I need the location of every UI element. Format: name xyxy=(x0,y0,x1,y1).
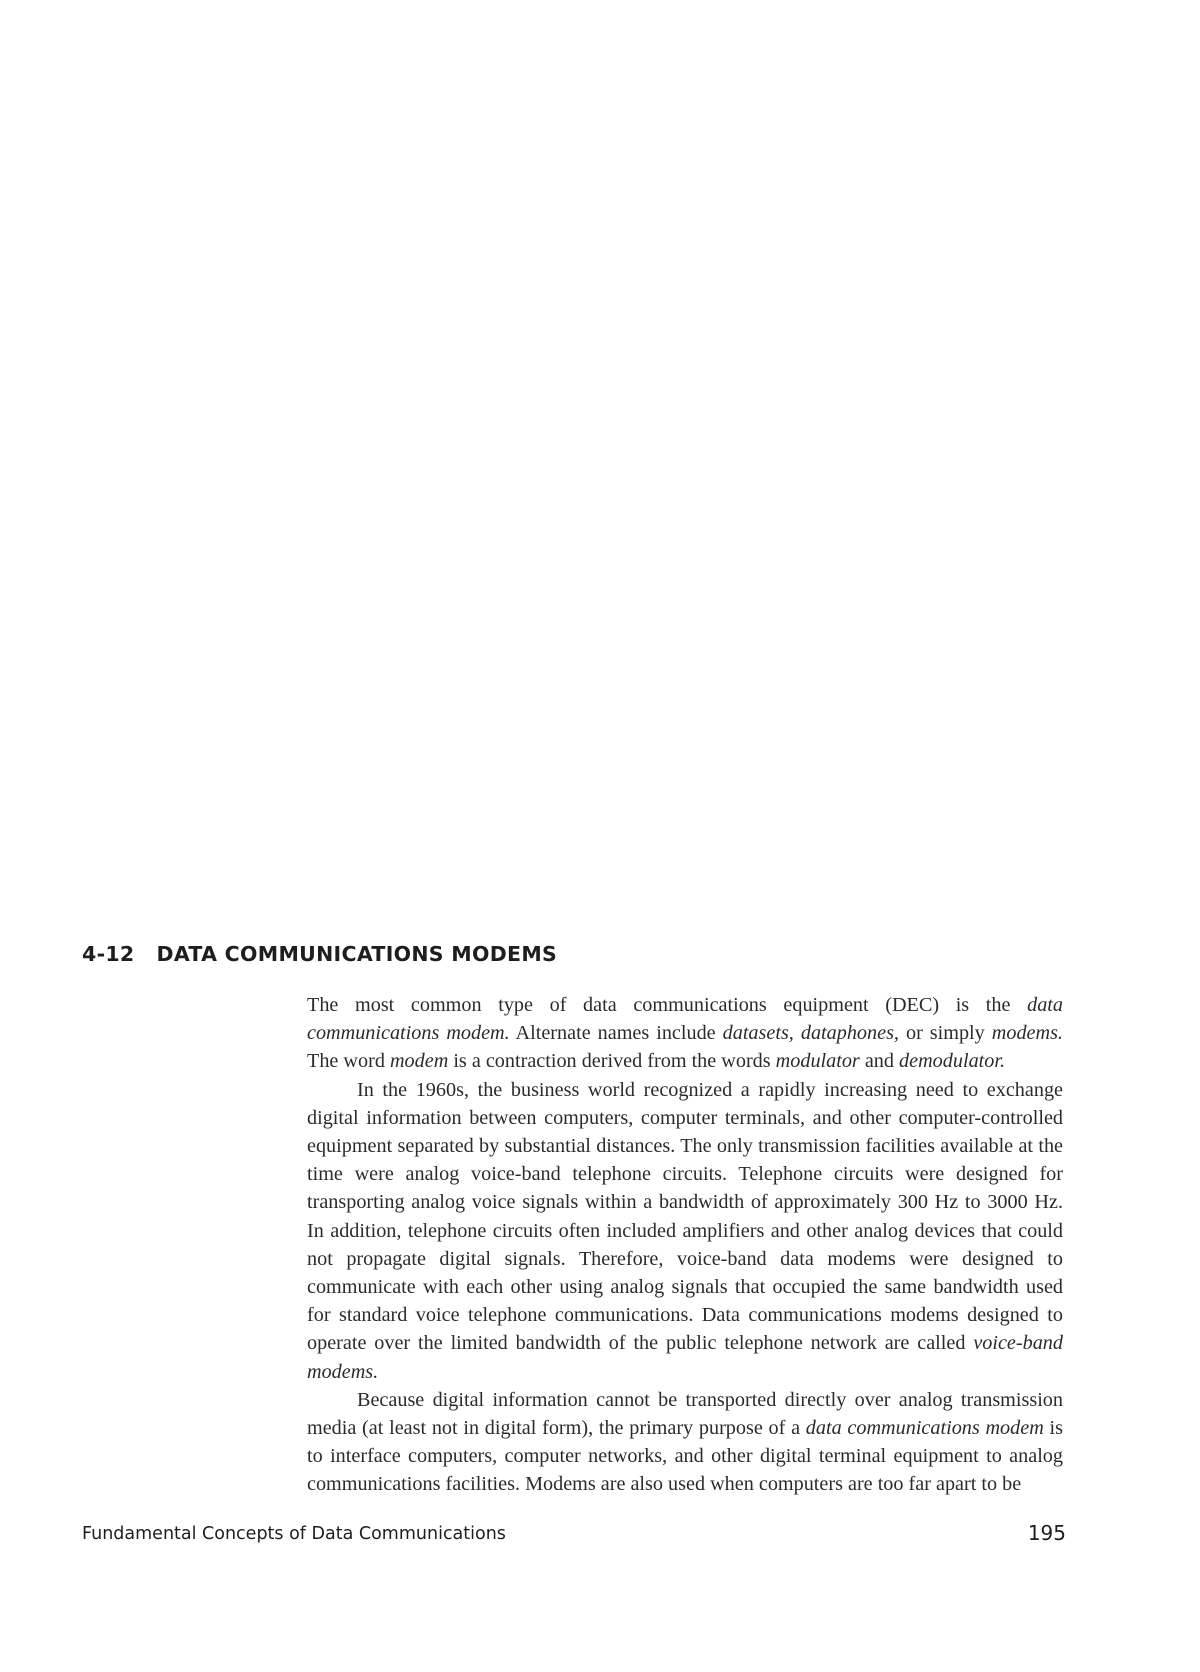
text-run: Because digital information cannot be transported directly over analog transmission media (at least not in digital form), the primary purpose of a xyxy=(307,1388,1063,1440)
italic-term: datasets, dataphones, xyxy=(722,1022,899,1045)
italic-term: modem xyxy=(389,1050,449,1073)
italic-term: data communications modem. xyxy=(307,994,1063,1045)
body-text xyxy=(307,991,1063,1499)
paragraph-1 xyxy=(307,991,1063,1076)
text-run: is to interface computers, computer networks, and other digital terminal equipment to analog communications facilities. Modems are also used when computers are too far apart to be xyxy=(307,1417,1063,1496)
text-run: In the 1960s, the business world recognized a rapidly increasing need to exchange digital information between computers, computer terminals, and other computer-controlled equipment separated by substantial distances. The only transmission facilities available at the time were analog voice-band telephone circuits. Telephone circuits were designed for transporting analog voice signals within a bandwidth of approximately 300 Hz to 3000 Hz. In addition, telephone circuits often included amplifiers and other analog devices that could not propagate digital signals. Therefore, voice-band data modems were designed to communicate with each other using analog signals that occupied the same bandwidth used for standard voice telephone communications. Data communications modems designed to operate over the limited bandwidth of the public telephone network are called xyxy=(307,1078,1063,1355)
page-number: 195 xyxy=(1027,1521,1066,1545)
paragraph-3 xyxy=(307,1386,1063,1499)
section-number: 4-12 xyxy=(82,942,135,966)
text-run: The most common type of data communications equipment (DEC) is the xyxy=(307,994,1028,1016)
text-run: and xyxy=(859,1050,900,1073)
italic-term: data communications modem xyxy=(805,1417,1044,1440)
section-title: DATA COMMUNICATIONS MODEMS xyxy=(156,942,558,966)
text-run: is a contraction derived from the words xyxy=(448,1050,776,1073)
text-run: The word xyxy=(307,1050,390,1073)
italic-term: modulator xyxy=(775,1050,860,1073)
text-run: or simply xyxy=(898,1022,992,1045)
paragraph-2 xyxy=(307,1076,1063,1386)
section-heading xyxy=(82,942,982,966)
footer-title: Fundamental Concepts of Data Communications xyxy=(82,1524,506,1544)
text-run: Alternate names include xyxy=(509,1022,723,1045)
italic-term: modems. xyxy=(991,1022,1063,1045)
italic-term: demodulator. xyxy=(899,1050,1006,1073)
italic-term: voice-band modems. xyxy=(307,1332,1063,1383)
